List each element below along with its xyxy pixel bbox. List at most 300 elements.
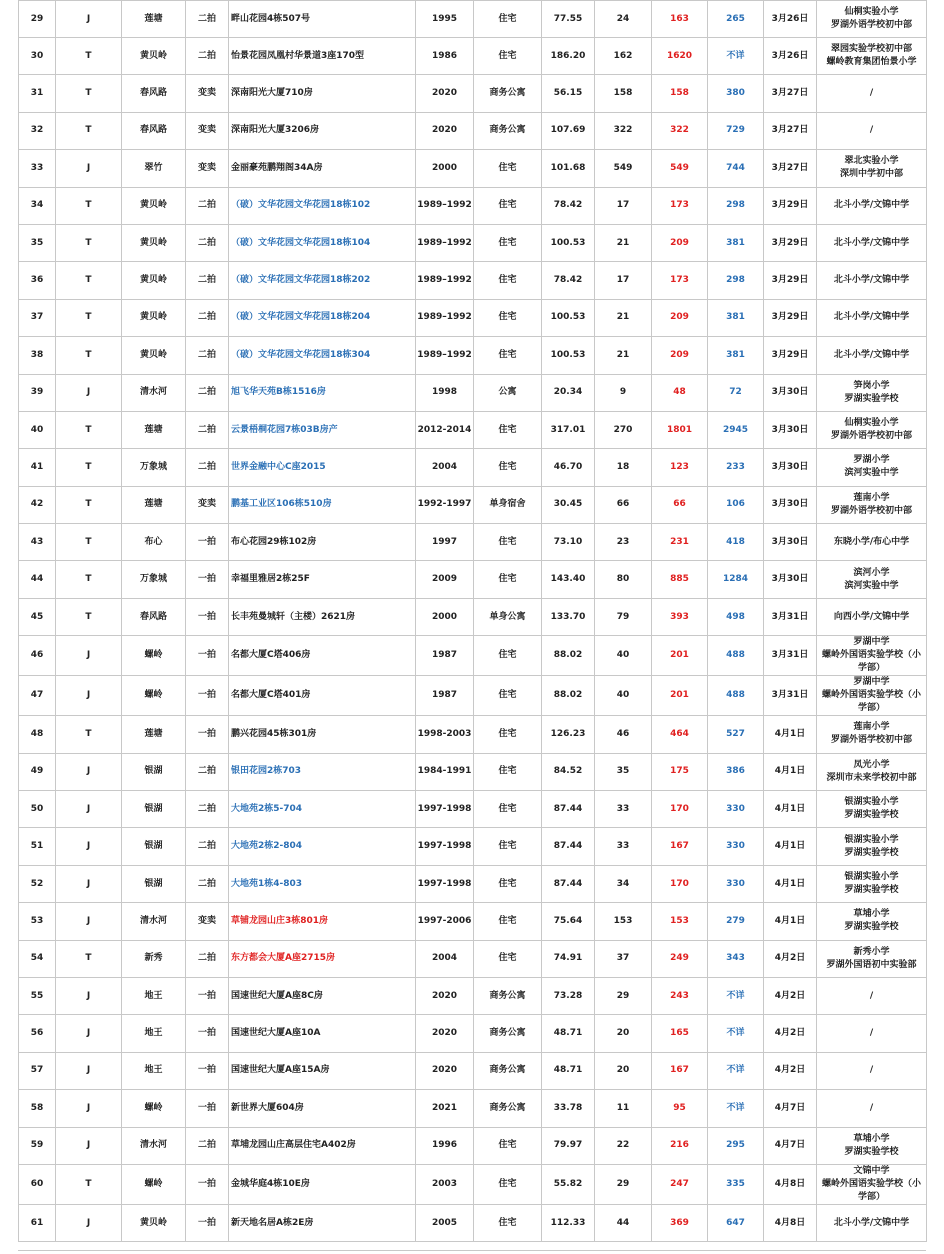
cell-area: 螺岭 (122, 1164, 186, 1204)
cell-date: 3月30日 (764, 374, 817, 411)
cell-area: 黄贝岭 (122, 224, 186, 261)
cell-floor: 66 (595, 486, 652, 523)
cell-type: T (56, 598, 122, 635)
cell-address: 布心花园29栋102房 (229, 524, 416, 561)
cell-usage: 单身宿舍 (474, 486, 542, 523)
school-line: 笋岗小学 (853, 380, 890, 391)
table-row (19, 486, 927, 523)
school-line: 凤光小学 (853, 759, 890, 770)
school-line: / (869, 88, 874, 99)
cell-unit: 106 (708, 486, 764, 523)
cell-unit: 279 (708, 903, 764, 940)
school-line: / (869, 990, 874, 1001)
cell-no: 45 (19, 598, 56, 635)
cell-address: 畔山花园4栋507号 (229, 1, 416, 38)
cell-address: 东方都会大厦A座2715房 (229, 940, 416, 977)
school-line: 罗湖实验学校 (844, 810, 899, 821)
cell-method: 二拍 (186, 1, 229, 38)
table-row (19, 561, 927, 598)
cell-school (817, 1127, 927, 1164)
cell-address: 草埔龙园山庄高层住宅A402房 (229, 1127, 416, 1164)
school-line: 罗湖实验学校 (844, 1146, 899, 1157)
cell-address: 长丰苑曼城轩（主楼）2621房 (229, 598, 416, 635)
cell-no: 53 (19, 903, 56, 940)
cell-price: 170 (652, 791, 708, 828)
cell-type: J (56, 791, 122, 828)
cell-floor: 33 (595, 828, 652, 865)
cell-school (817, 940, 927, 977)
school-line: 银湖实验小学 (844, 834, 899, 845)
cell-size: 55.82 (542, 1164, 595, 1204)
cell-price: 209 (652, 224, 708, 261)
cell-no: 29 (19, 1, 56, 38)
cell-unit: 527 (708, 716, 764, 753)
cell-usage: 住宅 (474, 337, 542, 374)
cell-usage: 商务公寓 (474, 112, 542, 149)
cell-size: 78.42 (542, 262, 595, 299)
cell-school (817, 865, 927, 902)
table-row (19, 262, 927, 299)
cell-method: 变卖 (186, 75, 229, 112)
cell-year: 1992-1997 (416, 486, 474, 523)
cell-date: 4月1日 (764, 791, 817, 828)
cell-no: 36 (19, 262, 56, 299)
cell-usage: 住宅 (474, 828, 542, 865)
cell-area: 黄贝岭 (122, 299, 186, 336)
cell-area: 螺岭 (122, 1090, 186, 1127)
school-line: 新秀小学 (853, 946, 890, 957)
cell-date: 3月26日 (764, 38, 817, 75)
cell-school (817, 187, 927, 224)
cell-method: 二拍 (186, 753, 229, 790)
cell-address: 深南阳光大厦710房 (229, 75, 416, 112)
cell-year: 1987 (416, 676, 474, 716)
cell-school (817, 716, 927, 753)
school-line: / (869, 125, 874, 136)
cell-usage: 住宅 (474, 262, 542, 299)
table-row (19, 791, 927, 828)
cell-size: 30.45 (542, 486, 595, 523)
table-row (19, 1164, 927, 1204)
cell-no: 58 (19, 1090, 56, 1127)
cell-size: 133.70 (542, 598, 595, 635)
cell-floor: 21 (595, 337, 652, 374)
cell-price: 1801 (652, 411, 708, 448)
cell-area: 莲塘 (122, 411, 186, 448)
cell-school (817, 524, 927, 561)
cell-price: 173 (652, 262, 708, 299)
cell-size: 48.71 (542, 1052, 595, 1089)
cell-floor: 153 (595, 903, 652, 940)
cell-type: T (56, 486, 122, 523)
cell-date: 4月7日 (764, 1127, 817, 1164)
cell-price: 163 (652, 1, 708, 38)
cell-method: 二拍 (186, 38, 229, 75)
cell-usage: 商务公寓 (474, 977, 542, 1014)
cell-type: T (56, 38, 122, 75)
cell-unit: 不详 (708, 977, 764, 1014)
school-line: 罗湖外语学校初中部 (830, 431, 912, 442)
cell-usage: 住宅 (474, 38, 542, 75)
table-row (19, 187, 927, 224)
cell-method: 一拍 (186, 636, 229, 676)
cell-type: T (56, 187, 122, 224)
cell-usage: 商务公寓 (474, 1090, 542, 1127)
school-line: / (869, 1065, 874, 1076)
cell-year: 1989–1992 (416, 337, 474, 374)
cell-area: 春风路 (122, 112, 186, 149)
cell-size: 75.64 (542, 903, 595, 940)
cell-size: 88.02 (542, 676, 595, 716)
cell-price: 167 (652, 1052, 708, 1089)
cell-type: T (56, 224, 122, 261)
cell-floor: 158 (595, 75, 652, 112)
cell-year: 2020 (416, 1052, 474, 1089)
cell-unit: 380 (708, 75, 764, 112)
cell-no: 41 (19, 449, 56, 486)
table-row (19, 940, 927, 977)
cell-date: 4月1日 (764, 716, 817, 753)
cell-floor: 29 (595, 1164, 652, 1204)
school-line: 北斗小学/文锦中学 (833, 237, 910, 248)
cell-floor: 44 (595, 1204, 652, 1241)
cell-usage: 住宅 (474, 753, 542, 790)
cell-school (817, 1204, 927, 1241)
cell-school (817, 636, 927, 676)
cell-unit: 298 (708, 262, 764, 299)
school-line: 罗湖外国语初中实验部 (826, 959, 917, 970)
cell-floor: 40 (595, 676, 652, 716)
cell-method: 二拍 (186, 187, 229, 224)
cell-method: 一拍 (186, 1052, 229, 1089)
cell-area: 布心 (122, 524, 186, 561)
cell-area: 清水河 (122, 1127, 186, 1164)
cell-type: J (56, 865, 122, 902)
cell-no: 61 (19, 1204, 56, 1241)
table-row (19, 112, 927, 149)
school-line: 仙桐实验小学 (844, 418, 899, 429)
cell-size: 126.23 (542, 716, 595, 753)
cell-area: 螺岭 (122, 676, 186, 716)
cell-area: 银湖 (122, 865, 186, 902)
school-line: 北斗小学/文锦中学 (833, 200, 910, 211)
cell-type: J (56, 1090, 122, 1127)
cell-floor: 40 (595, 636, 652, 676)
cell-address: 名都大厦C塔406房 (229, 636, 416, 676)
cell-size: 56.15 (542, 75, 595, 112)
cell-no: 32 (19, 112, 56, 149)
cell-unit: 295 (708, 1127, 764, 1164)
cell-floor: 11 (595, 1090, 652, 1127)
cell-price: 216 (652, 1127, 708, 1164)
table-row (19, 150, 927, 187)
cell-year: 2020 (416, 977, 474, 1014)
school-line: / (869, 1102, 874, 1113)
cell-floor: 20 (595, 1052, 652, 1089)
cell-size: 100.53 (542, 224, 595, 261)
cell-type: T (56, 75, 122, 112)
cell-address: （破）文华花园文华花园18栋204 (229, 299, 416, 336)
cell-size: 78.42 (542, 187, 595, 224)
cell-address: 怡景花园凤凰村华景道3座170型 (229, 38, 416, 75)
school-line: 滨河实验中学 (844, 468, 899, 479)
cell-area: 莲塘 (122, 486, 186, 523)
cell-method: 变卖 (186, 112, 229, 149)
cell-price: 549 (652, 150, 708, 187)
cell-school (817, 411, 927, 448)
cell-unit: 不详 (708, 1090, 764, 1127)
cell-size: 20.34 (542, 374, 595, 411)
table-row (19, 716, 927, 753)
cell-no: 47 (19, 676, 56, 716)
cell-size: 101.68 (542, 150, 595, 187)
cell-year: 1997-1998 (416, 865, 474, 902)
cell-floor: 21 (595, 224, 652, 261)
cell-price: 369 (652, 1204, 708, 1241)
cell-area: 银湖 (122, 828, 186, 865)
cell-price: 247 (652, 1164, 708, 1204)
school-line: 罗湖小学 (853, 455, 890, 466)
cell-date: 4月2日 (764, 1052, 817, 1089)
cell-method: 二拍 (186, 262, 229, 299)
cell-unit: 2945 (708, 411, 764, 448)
cell-unit: 335 (708, 1164, 764, 1204)
cell-price: 322 (652, 112, 708, 149)
cell-price: 201 (652, 676, 708, 716)
cell-address: 幸福里雅居2栋25F (229, 561, 416, 598)
cell-method: 一拍 (186, 524, 229, 561)
cell-date: 4月7日 (764, 1090, 817, 1127)
cell-unit: 729 (708, 112, 764, 149)
cell-area: 新秀 (122, 940, 186, 977)
cell-method: 一拍 (186, 1204, 229, 1241)
cell-type: T (56, 1164, 122, 1204)
cell-area: 地王 (122, 977, 186, 1014)
cell-size: 100.53 (542, 337, 595, 374)
cell-date: 3月30日 (764, 561, 817, 598)
cell-year: 1996 (416, 1127, 474, 1164)
cell-address: 银田花园2栋703 (229, 753, 416, 790)
cell-date: 3月29日 (764, 187, 817, 224)
cell-area: 螺岭 (122, 636, 186, 676)
cell-size: 186.20 (542, 38, 595, 75)
table-row (19, 1204, 927, 1241)
cell-size: 79.97 (542, 1127, 595, 1164)
school-line: 罗湖外语学校初中部 (830, 735, 912, 746)
cell-type: J (56, 676, 122, 716)
cell-area: 春风路 (122, 75, 186, 112)
cell-year: 2020 (416, 75, 474, 112)
cell-method: 二拍 (186, 865, 229, 902)
cell-floor: 322 (595, 112, 652, 149)
cell-no: 44 (19, 561, 56, 598)
cell-size: 84.52 (542, 753, 595, 790)
cell-method: 一拍 (186, 1015, 229, 1052)
cell-year: 2020 (416, 112, 474, 149)
cell-area: 黄贝岭 (122, 1204, 186, 1241)
cell-year: 2000 (416, 598, 474, 635)
cell-area: 清水河 (122, 903, 186, 940)
cell-usage: 住宅 (474, 940, 542, 977)
school-line: 罗湖中学 (853, 677, 890, 688)
cell-school (817, 374, 927, 411)
cell-area: 黄贝岭 (122, 337, 186, 374)
cell-date: 3月31日 (764, 636, 817, 676)
cell-unit: 498 (708, 598, 764, 635)
cell-unit: 418 (708, 524, 764, 561)
cell-no: 31 (19, 75, 56, 112)
cell-year: 2021 (416, 1090, 474, 1127)
cell-price: 95 (652, 1090, 708, 1127)
cell-price: 66 (652, 486, 708, 523)
cell-price: 170 (652, 865, 708, 902)
school-line: 深圳中学初中部 (839, 169, 903, 180)
school-line: / (869, 1028, 874, 1039)
cell-type: T (56, 940, 122, 977)
cell-no: 40 (19, 411, 56, 448)
cell-address: 国速世纪大厦A座8C房 (229, 977, 416, 1014)
cell-type: T (56, 262, 122, 299)
cell-address: 国速世纪大厦A座10A (229, 1015, 416, 1052)
cell-floor: 22 (595, 1127, 652, 1164)
table-row (19, 903, 927, 940)
cell-area: 银湖 (122, 791, 186, 828)
cell-address: 新世界大厦604房 (229, 1090, 416, 1127)
cell-price: 158 (652, 75, 708, 112)
cell-method: 二拍 (186, 1127, 229, 1164)
table-row (19, 449, 927, 486)
cell-size: 73.28 (542, 977, 595, 1014)
cell-school (817, 561, 927, 598)
table-row (19, 1090, 927, 1127)
school-line: 北斗小学/文锦中学 (833, 1217, 910, 1228)
cell-unit: 647 (708, 1204, 764, 1241)
cell-type: J (56, 977, 122, 1014)
cell-price: 209 (652, 337, 708, 374)
cell-no: 39 (19, 374, 56, 411)
cell-size: 74.91 (542, 940, 595, 977)
cell-floor: 46 (595, 716, 652, 753)
school-line: 仙桐实验小学 (844, 7, 899, 17)
cell-no: 38 (19, 337, 56, 374)
cell-method: 一拍 (186, 716, 229, 753)
cell-address: 大地苑2栋2-804 (229, 828, 416, 865)
cell-area: 万象城 (122, 561, 186, 598)
cell-size: 143.40 (542, 561, 595, 598)
cell-date: 3月29日 (764, 262, 817, 299)
cell-date: 4月2日 (764, 940, 817, 977)
cell-floor: 23 (595, 524, 652, 561)
cell-floor: 17 (595, 262, 652, 299)
cell-unit: 381 (708, 224, 764, 261)
cell-no: 34 (19, 187, 56, 224)
cell-usage: 商务公寓 (474, 1052, 542, 1089)
cell-address: 草铺龙园山庄3栋801房 (229, 903, 416, 940)
cell-year: 1997-1998 (416, 828, 474, 865)
cell-method: 变卖 (186, 903, 229, 940)
cell-method: 二拍 (186, 940, 229, 977)
cell-date: 3月30日 (764, 411, 817, 448)
school-line: 深圳市未来学校初中部 (826, 772, 917, 783)
cell-no: 49 (19, 753, 56, 790)
school-line: 北斗小学/文锦中学 (833, 349, 910, 360)
cell-address: 鹏兴花园45栋301房 (229, 716, 416, 753)
cell-price: 209 (652, 299, 708, 336)
cell-area: 莲塘 (122, 1, 186, 38)
school-line: 莲南小学 (853, 722, 890, 733)
cell-date: 4月2日 (764, 977, 817, 1014)
cell-address: （破）文华花园文华花园18栋102 (229, 187, 416, 224)
cell-school (817, 1, 927, 38)
table-row (19, 1127, 927, 1164)
cell-method: 二拍 (186, 449, 229, 486)
cell-date: 4月1日 (764, 865, 817, 902)
cell-type: T (56, 561, 122, 598)
cell-date: 4月8日 (764, 1164, 817, 1204)
cell-school (817, 75, 927, 112)
cell-price: 165 (652, 1015, 708, 1052)
table-row (19, 299, 927, 336)
cell-no: 54 (19, 940, 56, 977)
cell-no: 37 (19, 299, 56, 336)
cell-type: T (56, 449, 122, 486)
cell-unit: 330 (708, 865, 764, 902)
table-row (19, 676, 927, 716)
cell-date: 3月29日 (764, 224, 817, 261)
table-row (19, 598, 927, 635)
cell-price: 48 (652, 374, 708, 411)
cell-unit: 343 (708, 940, 764, 977)
cell-school (817, 299, 927, 336)
cell-date: 4月2日 (764, 1015, 817, 1052)
table-row (19, 38, 927, 75)
cell-floor: 79 (595, 598, 652, 635)
cell-no: 56 (19, 1015, 56, 1052)
cell-usage: 住宅 (474, 187, 542, 224)
cell-no: 59 (19, 1127, 56, 1164)
cell-school (817, 903, 927, 940)
cell-size: 33.78 (542, 1090, 595, 1127)
cell-area: 黄贝岭 (122, 187, 186, 224)
cell-school (817, 791, 927, 828)
cell-usage: 住宅 (474, 449, 542, 486)
cell-year: 2000 (416, 150, 474, 187)
table-row (19, 1052, 927, 1089)
cell-area: 黄贝岭 (122, 38, 186, 75)
cell-size: 317.01 (542, 411, 595, 448)
table-row (19, 636, 927, 676)
cell-type: T (56, 299, 122, 336)
cell-method: 变卖 (186, 486, 229, 523)
cell-floor: 34 (595, 865, 652, 902)
school-line: 翠园实验学校初中部 (830, 44, 912, 55)
cell-date: 4月1日 (764, 903, 817, 940)
cell-usage: 住宅 (474, 791, 542, 828)
cell-price: 175 (652, 753, 708, 790)
table-row (19, 224, 927, 261)
cell-type: J (56, 903, 122, 940)
cell-school (817, 753, 927, 790)
cell-method: 二拍 (186, 224, 229, 261)
table-row (19, 374, 927, 411)
cell-address: 金丽豪苑鹏翔阁34A房 (229, 150, 416, 187)
cell-address: 国速世纪大厦A座15A房 (229, 1052, 416, 1089)
school-line: 草埔小学 (853, 909, 890, 920)
school-line: 罗湖实验学校 (844, 922, 899, 933)
cell-size: 87.44 (542, 865, 595, 902)
cell-school (817, 150, 927, 187)
cell-method: 二拍 (186, 828, 229, 865)
